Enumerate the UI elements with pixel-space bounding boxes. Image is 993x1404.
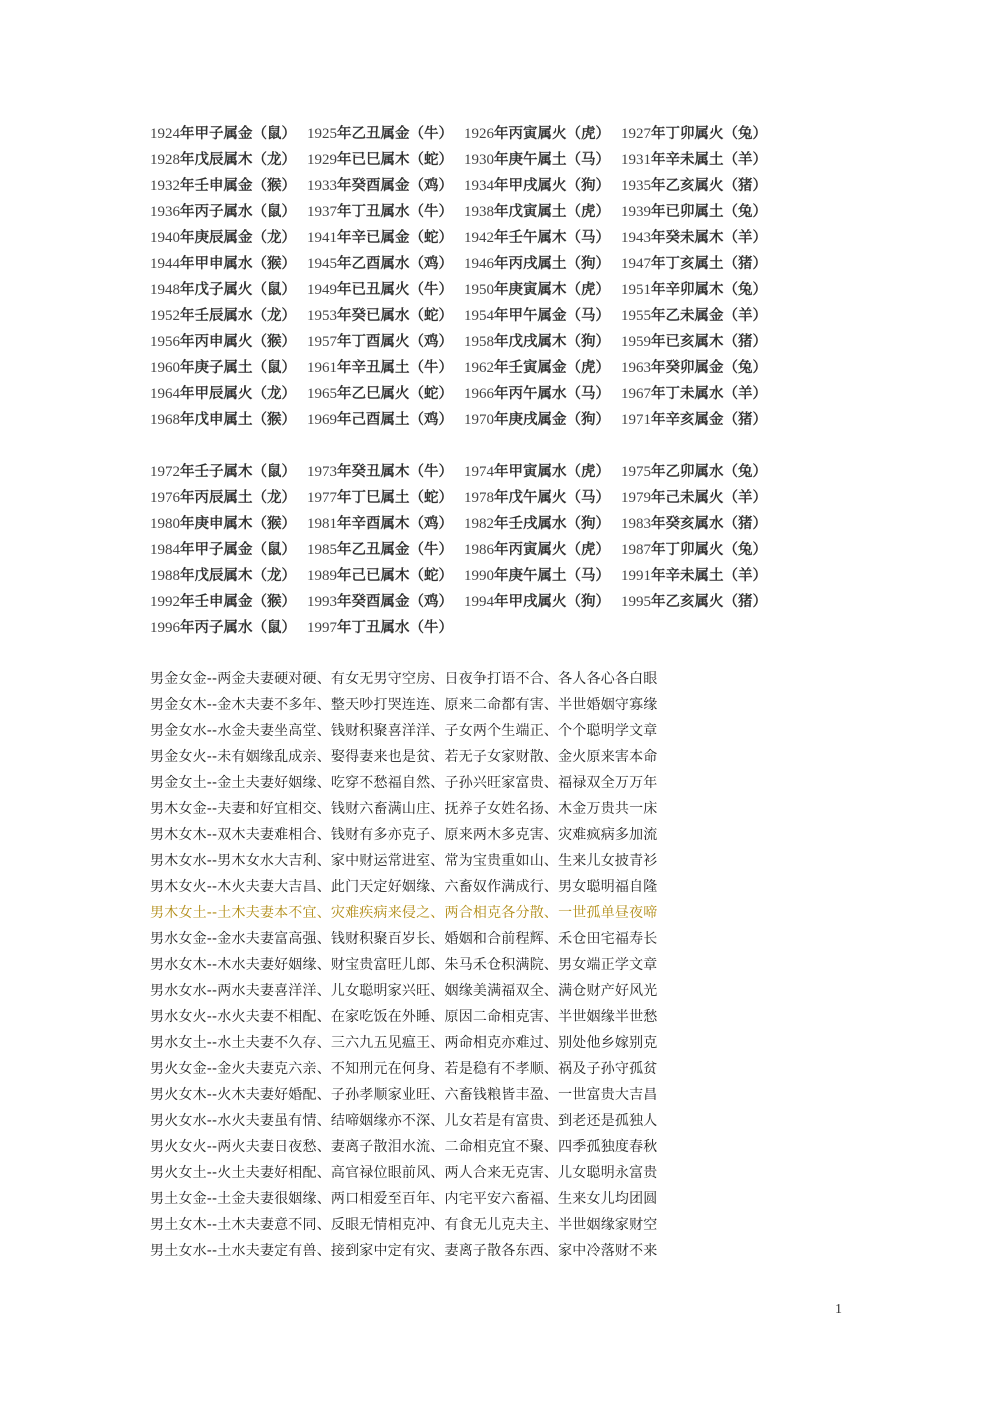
year-zodiac-label: 年癸亥属水（猪） [651, 515, 767, 532]
year-number: 1989 [307, 568, 337, 584]
year-zodiac-label: 年庚戌属金（狗） [494, 411, 610, 428]
year-entry [464, 147, 621, 173]
year-entry [150, 615, 307, 641]
year-entry [150, 173, 307, 199]
year-zodiac-label: 年丙申属火（猴） [180, 333, 296, 350]
year-entry [464, 407, 621, 433]
year-zodiac-label: 年癸酉属金（鸡） [337, 593, 453, 610]
year-zodiac-label: 年癸丑属木（牛） [337, 463, 453, 480]
year-row [150, 485, 810, 511]
marriage-match-list [150, 666, 850, 1264]
year-number: 1991 [621, 568, 651, 584]
match-line: 男木女木--双木夫妻难相合、钱财有多亦克子、原来两木多克害、灾难疯病多加流 [150, 827, 658, 843]
year-number: 1975 [621, 464, 651, 480]
year-entry [464, 303, 621, 329]
year-entry [464, 485, 621, 511]
year-number: 1946 [464, 256, 494, 272]
year-zodiac-label: 年甲寅属水（虎） [494, 463, 610, 480]
year-number: 1995 [621, 594, 651, 610]
year-entry [307, 563, 464, 589]
year-number: 1994 [464, 594, 494, 610]
year-number: 1934 [464, 178, 494, 194]
match-line: 男火女土--火土夫妻好相配、高官禄位眼前风、两人合来无克害、儿女聪明永富贵 [150, 1165, 658, 1181]
year-number: 1961 [307, 360, 337, 376]
year-number: 1945 [307, 256, 337, 272]
year-number: 1984 [150, 542, 180, 558]
year-zodiac-label: 年壬申属金（猴） [180, 593, 296, 610]
year-number: 1953 [307, 308, 337, 324]
year-entry [621, 589, 778, 615]
year-entry [150, 381, 307, 407]
year-zodiac-label: 年癸未属木（羊） [651, 229, 767, 246]
year-entry [150, 199, 307, 225]
year-zodiac-label: 年甲辰属火（龙） [180, 385, 296, 402]
year-zodiac-label: 年壬申属金（猴） [180, 177, 296, 194]
year-zodiac-label: 年戊子属火（鼠） [180, 281, 296, 298]
year-row [150, 537, 810, 563]
year-zodiac-label: 年戊申属土（猴） [180, 411, 296, 428]
year-number: 1971 [621, 412, 651, 428]
year-number: 1976 [150, 490, 180, 506]
year-zodiac-label: 年已卯属土（兔） [651, 203, 767, 220]
year-entry [621, 251, 778, 277]
year-row [150, 251, 810, 277]
year-number: 1935 [621, 178, 651, 194]
year-number: 1959 [621, 334, 651, 350]
match-line: 男金女土--金土夫妻好姻缘、吃穿不愁福自然、子孙兴旺家富贵、福禄双全万万年 [150, 775, 658, 791]
year-entry [621, 303, 778, 329]
year-zodiac-label: 年辛未属土（羊） [651, 567, 767, 584]
year-number: 1964 [150, 386, 180, 402]
year-zodiac-label: 年丙寅属火（虎） [494, 541, 610, 558]
year-entry [464, 251, 621, 277]
year-entry [464, 589, 621, 615]
year-entry [621, 485, 778, 511]
match-line: 男金女木--金木夫妻不多年、整天吵打哭连连、原来二命都有害、半世婚姻守寡缘 [150, 697, 658, 713]
year-number: 1992 [150, 594, 180, 610]
match-line: 男木女土--土木夫妻本不宜、灾难疾病来侵之、两合相克各分散、一世孤单昼夜啼 [150, 905, 658, 921]
year-entry [621, 563, 778, 589]
year-zodiac-label: 年戊寅属土（虎） [494, 203, 610, 220]
year-number: 1947 [621, 256, 651, 272]
year-entry [150, 147, 307, 173]
year-zodiac-label: 年辛卯属木（兔） [651, 281, 767, 298]
year-entry [307, 511, 464, 537]
year-number: 1962 [464, 360, 494, 376]
match-line: 男木女金--夫妻和好宜相交、钱财六畜满山庄、抚养子女姓名扬、木金万贵共一床 [150, 801, 658, 817]
match-line: 男水女金--金水夫妻富高强、钱财积聚百岁长、婚姻和合前程辉、禾仓田宅福寿长 [150, 931, 658, 947]
year-row [150, 459, 810, 485]
year-number: 1954 [464, 308, 494, 324]
year-number: 1956 [150, 334, 180, 350]
year-number: 1927 [621, 126, 651, 142]
match-line: 男火女木--火木夫妻好婚配、子孙孝顺家业旺、六畜钱粮皆丰盈、一世富贵大吉昌 [150, 1087, 658, 1103]
year-number: 1933 [307, 178, 337, 194]
year-zodiac-label: 年乙丑属金（牛） [337, 541, 453, 558]
year-zodiac-label: 年丁亥属土（猪） [651, 255, 767, 272]
year-entry [464, 459, 621, 485]
year-number: 1979 [621, 490, 651, 506]
year-number: 1932 [150, 178, 180, 194]
match-line: 男水女火--水火夫妻不相配、在家吃饭在外睡、原因二命相克害、半世姻缘半世愁 [150, 1009, 658, 1025]
year-number: 1985 [307, 542, 337, 558]
match-line: 男火女火--两火夫妻日夜愁、妻离子散泪水流、二命相克宜不聚、四季孤独度春秋 [150, 1139, 658, 1155]
year-entry [150, 459, 307, 485]
year-row [150, 329, 810, 355]
year-zodiac-label: 年丁卯属火（兔） [651, 541, 767, 558]
year-number: 1955 [621, 308, 651, 324]
year-entry [621, 355, 778, 381]
year-zodiac-label: 年庚寅属木（虎） [494, 281, 610, 298]
year-entry [621, 121, 778, 147]
year-number: 1969 [307, 412, 337, 428]
year-number: 1966 [464, 386, 494, 402]
year-entry [150, 589, 307, 615]
match-line: 男水女水--两水夫妻喜洋洋、儿女聪明家兴旺、姻缘美满福双全、满仓财产好风光 [150, 983, 658, 999]
year-entry [150, 329, 307, 355]
year-number: 1926 [464, 126, 494, 142]
year-entry [621, 147, 778, 173]
year-entry [307, 407, 464, 433]
year-zodiac-label: 年丁丑属水（牛） [337, 619, 453, 636]
year-number: 1997 [307, 620, 337, 636]
year-entry [150, 225, 307, 251]
year-zodiac-label: 年庚子属土（鼠） [180, 359, 296, 376]
year-entry [464, 381, 621, 407]
year-zodiac-label: 年壬戌属水（狗） [494, 515, 610, 532]
year-entry [307, 303, 464, 329]
match-line: 男金女水--水金夫妻坐高堂、钱财积聚喜洋洋、子女两个生端正、个个聪明学文章 [150, 723, 658, 739]
zodiac-year-table-1924-1971 [150, 121, 810, 433]
year-zodiac-label: 年甲子属金（鼠） [180, 541, 296, 558]
year-number: 1937 [307, 204, 337, 220]
year-zodiac-label: 年乙卯属水（兔） [651, 463, 767, 480]
year-zodiac-label: 年乙未属金（羊） [651, 307, 767, 324]
year-zodiac-label: 年辛丑属土（牛） [337, 359, 453, 376]
year-entry [150, 485, 307, 511]
year-entry [150, 563, 307, 589]
year-row [150, 615, 810, 641]
year-number: 1930 [464, 152, 494, 168]
year-entry [150, 277, 307, 303]
match-line: 男火女水--水火夫妻虽有情、结啼姻缘亦不深、儿女若是有富贵、到老还是孤独人 [150, 1113, 658, 1129]
year-entry [621, 173, 778, 199]
year-entry [464, 225, 621, 251]
year-entry [464, 121, 621, 147]
year-entry [307, 251, 464, 277]
year-number: 1965 [307, 386, 337, 402]
match-line: 男土女金--土金夫妻很姻缘、两口相爱至百年、内宅平安六畜福、生来女儿均团圆 [150, 1191, 658, 1207]
year-number: 1928 [150, 152, 180, 168]
year-row [150, 199, 810, 225]
year-entry [464, 537, 621, 563]
year-row [150, 355, 810, 381]
year-row [150, 277, 810, 303]
year-entry [464, 511, 621, 537]
year-zodiac-label: 年壬寅属金（虎） [494, 359, 610, 376]
year-entry [150, 355, 307, 381]
year-zodiac-label: 年丙午属水（马） [494, 385, 610, 402]
year-row [150, 121, 810, 147]
year-zodiac-label: 年已丑属火（牛） [337, 281, 453, 298]
year-entry [150, 121, 307, 147]
year-entry [307, 589, 464, 615]
year-number: 1957 [307, 334, 337, 350]
year-number: 1940 [150, 230, 180, 246]
year-entry [307, 225, 464, 251]
year-entry [464, 173, 621, 199]
year-row [150, 511, 810, 537]
year-entry [621, 225, 778, 251]
year-entry [621, 537, 778, 563]
year-zodiac-label: 年丙辰属土（龙） [180, 489, 296, 506]
year-zodiac-label: 年庚辰属金（龙） [180, 229, 296, 246]
year-zodiac-label: 年癸已属水（蛇） [337, 307, 453, 324]
year-entry [307, 615, 464, 641]
year-zodiac-label: 年甲戌属火（狗） [494, 593, 610, 610]
year-entry [150, 251, 307, 277]
year-row [150, 173, 810, 199]
year-entry [464, 329, 621, 355]
match-line: 男火女金--金火夫妻克六亲、不知刑元在何身、若是稳有不孝顺、祸及子孙守孤贫 [150, 1061, 658, 1077]
year-row [150, 563, 810, 589]
year-entry [307, 329, 464, 355]
year-number: 1988 [150, 568, 180, 584]
year-zodiac-label: 年丙子属水（鼠） [180, 203, 296, 220]
year-entry [621, 329, 778, 355]
year-number: 1970 [464, 412, 494, 428]
year-zodiac-label: 年乙酉属水（鸡） [337, 255, 453, 272]
year-zodiac-label: 年庚午属土（马） [494, 151, 610, 168]
year-zodiac-label: 年丁巳属土（蛇） [337, 489, 453, 506]
year-number: 1980 [150, 516, 180, 532]
year-entry [307, 459, 464, 485]
year-entry [150, 511, 307, 537]
year-zodiac-label: 年辛酉属木（鸡） [337, 515, 453, 532]
year-zodiac-label: 年庚午属土（马） [494, 567, 610, 584]
match-line: 男水女土--水土夫妻不久存、三六九五见瘟王、两命相克亦难过、别处他乡嫁别克 [150, 1035, 658, 1051]
year-zodiac-label: 年庚申属木（猴） [180, 515, 296, 532]
year-number: 1972 [150, 464, 180, 480]
year-zodiac-label: 年壬辰属水（龙） [180, 307, 296, 324]
year-zodiac-label: 年乙巳属火（蛇） [337, 385, 453, 402]
year-entry [621, 407, 778, 433]
year-entry [464, 199, 621, 225]
match-line: 男土女木--土木夫妻意不同、反眼无情相克冲、有食无儿克夫主、半世姻缘家财空 [150, 1217, 658, 1233]
year-zodiac-label: 年丙子属水（鼠） [180, 619, 296, 636]
year-number: 1925 [307, 126, 337, 142]
year-zodiac-label: 年癸卯属金（兔） [651, 359, 767, 376]
year-number: 1944 [150, 256, 180, 272]
year-number: 1963 [621, 360, 651, 376]
year-zodiac-label: 年乙亥属火（猪） [651, 593, 767, 610]
year-entry [464, 563, 621, 589]
match-line: 男金女火--未有姻缘乱成亲、娶得妻来也是贫、若无子女家财散、金火原来害本命 [150, 749, 658, 765]
year-number: 1960 [150, 360, 180, 376]
year-number: 1982 [464, 516, 494, 532]
year-number: 1941 [307, 230, 337, 246]
year-number: 1974 [464, 464, 494, 480]
year-entry [307, 199, 464, 225]
zodiac-year-table-1972-1997 [150, 459, 810, 641]
year-number: 1990 [464, 568, 494, 584]
year-zodiac-label: 年丙寅属火（虎） [494, 125, 610, 142]
year-number: 1983 [621, 516, 651, 532]
year-number: 1958 [464, 334, 494, 350]
year-number: 1952 [150, 308, 180, 324]
year-zodiac-label: 年已亥属木（猪） [651, 333, 767, 350]
year-row [150, 303, 810, 329]
year-row [150, 381, 810, 407]
year-zodiac-label: 年己未属火（羊） [651, 489, 767, 506]
year-number: 1977 [307, 490, 337, 506]
year-entry [307, 355, 464, 381]
year-number: 1943 [621, 230, 651, 246]
year-zodiac-label: 年戊辰属木（龙） [180, 567, 296, 584]
year-zodiac-label: 年乙丑属金（牛） [337, 125, 453, 142]
year-entry [621, 381, 778, 407]
match-line: 男水女木--木水夫妻好姻缘、财宝贵富旺儿郎、朱马禾仓积满院、男女端正学文章 [150, 957, 658, 973]
year-zodiac-label: 年丁未属水（羊） [651, 385, 767, 402]
year-zodiac-label: 年戊戌属木（狗） [494, 333, 610, 350]
year-zodiac-label: 年辛已属金（蛇） [337, 229, 453, 246]
year-zodiac-label: 年甲申属水（猴） [180, 255, 296, 272]
year-number: 1973 [307, 464, 337, 480]
year-zodiac-label: 年壬子属木（鼠） [180, 463, 296, 480]
year-number: 1936 [150, 204, 180, 220]
year-number: 1967 [621, 386, 651, 402]
year-entry [307, 381, 464, 407]
year-number: 1950 [464, 282, 494, 298]
year-number: 1942 [464, 230, 494, 246]
year-zodiac-label: 年丙戌属土（狗） [494, 255, 610, 272]
year-entry [464, 355, 621, 381]
year-number: 1951 [621, 282, 651, 298]
year-entry [307, 173, 464, 199]
year-zodiac-label: 年甲子属金（鼠） [180, 125, 296, 142]
year-entry [621, 199, 778, 225]
year-number: 1948 [150, 282, 180, 298]
match-line: 男土女水--土水夫妻定有兽、接到家中定有灾、妻离子散各东西、家中冷落财不来 [150, 1243, 658, 1259]
match-line: 男金女金--两金夫妻硬对硬、有女无男守空房、日夜争打语不合、各人各心各白眼 [150, 671, 658, 687]
year-zodiac-label: 年已巳属木（蛇） [337, 151, 453, 168]
year-entry [621, 459, 778, 485]
year-number: 1938 [464, 204, 494, 220]
year-zodiac-label: 年丁卯属火（兔） [651, 125, 767, 142]
year-number: 1996 [150, 620, 180, 636]
year-zodiac-label: 年己已属木（蛇） [337, 567, 453, 584]
year-zodiac-label: 年丁酉属火（鸡） [337, 333, 453, 350]
year-entry [150, 407, 307, 433]
year-number: 1924 [150, 126, 180, 142]
year-number: 1931 [621, 152, 651, 168]
year-number: 1981 [307, 516, 337, 532]
year-entry [621, 511, 778, 537]
year-entry [307, 277, 464, 303]
page-number: 1 [835, 1302, 842, 1317]
year-zodiac-label: 年戊辰属木（龙） [180, 151, 296, 168]
year-number: 1929 [307, 152, 337, 168]
year-entry [307, 121, 464, 147]
match-line: 男木女火--木火夫妻大吉昌、此门天定好姻缘、六畜奴作满成行、男女聪明福自隆 [150, 879, 658, 895]
year-zodiac-label: 年甲戌属火（狗） [494, 177, 610, 194]
year-zodiac-label: 年甲午属金（马） [494, 307, 610, 324]
year-number: 1987 [621, 542, 651, 558]
year-entry [150, 303, 307, 329]
year-entry [307, 537, 464, 563]
year-zodiac-label: 年辛未属土（羊） [651, 151, 767, 168]
year-zodiac-label: 年丁丑属水（牛） [337, 203, 453, 220]
match-line: 男木女水--男木女水大吉利、家中财运常进室、常为宝贵重如山、生来儿女披青衫 [150, 853, 658, 869]
year-number: 1949 [307, 282, 337, 298]
year-zodiac-label: 年辛亥属金（猪） [651, 411, 767, 428]
year-row [150, 147, 810, 173]
year-entry [307, 485, 464, 511]
year-zodiac-label: 年己酉属土（鸡） [337, 411, 453, 428]
year-entry [621, 277, 778, 303]
year-zodiac-label: 年壬午属木（马） [494, 229, 610, 246]
year-number: 1939 [621, 204, 651, 220]
year-row [150, 589, 810, 615]
year-number: 1978 [464, 490, 494, 506]
year-number: 1993 [307, 594, 337, 610]
year-number: 1986 [464, 542, 494, 558]
year-row [150, 225, 810, 251]
year-zodiac-label: 年戊午属火（马） [494, 489, 610, 506]
year-entry [150, 537, 307, 563]
year-zodiac-label: 年乙亥属火（猪） [651, 177, 767, 194]
year-zodiac-label: 年癸酉属金（鸡） [337, 177, 453, 194]
year-entry [307, 147, 464, 173]
year-entry [464, 277, 621, 303]
year-row [150, 407, 810, 433]
year-number: 1968 [150, 412, 180, 428]
